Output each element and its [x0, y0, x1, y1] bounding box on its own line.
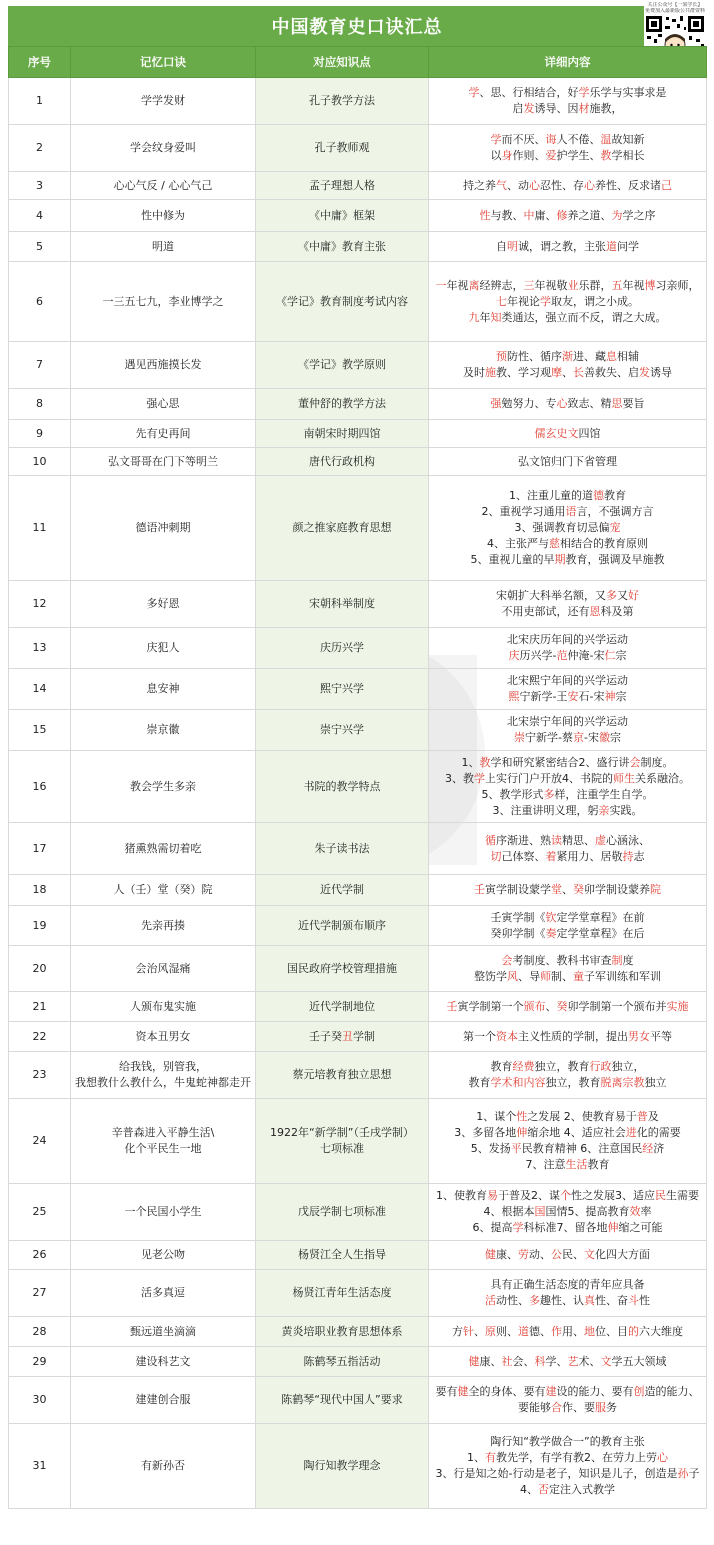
highlight-keyword: 宠	[609, 521, 621, 534]
table-row	[9, 1347, 707, 1377]
cell-mnemonic: 人颁布鬼实施	[71, 992, 256, 1022]
cell-knowledge: 书院的教学特点	[256, 751, 429, 823]
highlight-keyword: 强	[490, 397, 502, 410]
cell-detail: 学而不厌、诲人不倦、温故知新 以身作则、爱护学生、教学相长	[429, 125, 707, 172]
highlight-keyword: 渐	[562, 350, 573, 363]
highlight-keyword: 生活	[565, 1158, 588, 1171]
highlight-keyword: 己	[661, 178, 672, 192]
table-row	[9, 1052, 707, 1099]
highlight-keyword: 风	[507, 969, 518, 983]
highlight-keyword: 期	[554, 553, 566, 566]
highlight-keyword: 实施	[666, 999, 689, 1013]
highlight-keyword: 循	[485, 833, 496, 847]
highlight-keyword: 学	[578, 86, 590, 99]
cell-mnemonic: 建建创合服	[71, 1377, 256, 1424]
cell-detail: 健康、社会、科学、艺术、文学五大领域	[429, 1347, 707, 1377]
cell-knowledge: 颜之推家庭教育思想	[256, 476, 429, 581]
highlight-keyword: 气	[496, 178, 507, 192]
cell-detail: 1、注重儿童的道德教育 2、重视学习通用语言，不强调方言 3、强调教育切忌偏宠 4、主张严与慈相结合的教育原则 5、重视儿童的早期教育，强调及早施教	[429, 476, 707, 581]
cell-knowledge: 孟子理想人格	[256, 172, 429, 200]
highlight-keyword: 童	[573, 969, 584, 983]
cell-no: 23	[9, 1052, 71, 1099]
qr-caption-1: 关注公众号【一果学长】	[647, 2, 703, 8]
table-row	[9, 232, 707, 262]
cell-knowledge: 近代学制	[256, 875, 429, 906]
cell-detail: 弘文馆归门下省管理	[429, 448, 707, 476]
cell-knowledge: 近代学制颁布顺序	[256, 906, 429, 946]
table-row	[9, 1184, 707, 1241]
cell-detail: 陶行知“教学做合一”的教育主张 1、有教先学，有学有教2、在劳力上劳心 3、行是知之始-行动是老子，知识是儿子，创造是孙子 4、否定注入式教学	[429, 1424, 707, 1509]
cell-knowledge: 《学记》教学原则	[256, 342, 429, 389]
highlight-keyword: 效	[629, 1205, 641, 1218]
highlight-keyword: 经	[642, 1142, 654, 1155]
table-row	[9, 125, 707, 172]
highlight-keyword: 道	[518, 1324, 529, 1338]
cell-detail: 预防性、循序渐进、藏息相辅 及时施教、学习观摩、长善救失、启发诱导	[429, 342, 707, 389]
highlight-keyword: 学术和内容	[490, 1076, 546, 1089]
highlight-keyword: 经费	[512, 1060, 535, 1073]
cell-mnemonic: 建设科艺文	[71, 1347, 256, 1377]
cell-detail: 教育经费独立，教育行政独立， 教育学术和内容独立，教育脱离宗教独立	[429, 1052, 707, 1099]
cell-mnemonic: 明道	[71, 232, 256, 262]
cell-no: 13	[9, 628, 71, 669]
cell-detail: 具有正确生活态度的青年应具备 活动性、多趣性、认真性、奋斗性	[429, 1270, 707, 1317]
cell-mnemonic: 先亲再揍	[71, 906, 256, 946]
cell-mnemonic: 心心气反 / 心心气己	[71, 172, 256, 200]
highlight-keyword: 行政	[589, 1060, 612, 1073]
highlight-keyword: 教	[479, 755, 491, 769]
table-row	[9, 389, 707, 420]
highlight-keyword: 神	[604, 690, 616, 703]
highlight-keyword: 会	[629, 755, 641, 769]
cell-mnemonic: 猪熏熟需切着吃	[71, 823, 256, 875]
highlight-keyword: 明	[507, 239, 518, 253]
table-row	[9, 1099, 707, 1184]
highlight-keyword: 进	[625, 1126, 637, 1139]
highlight-keyword: 好	[628, 589, 639, 602]
cell-knowledge: 近代学制地位	[256, 992, 429, 1022]
table-row	[9, 946, 707, 992]
highlight-keyword: 斗	[628, 1294, 639, 1307]
cell-knowledge: 朱子读书法	[256, 823, 429, 875]
cell-detail: 强勉努力、专心致志、精思要旨	[429, 389, 707, 420]
highlight-keyword: 徽	[598, 731, 610, 744]
highlight-keyword: 男女	[628, 1029, 650, 1043]
table-row	[9, 1022, 707, 1052]
highlight-keyword: 艺	[567, 1354, 579, 1368]
cell-knowledge: 陈鹤琴“现代中国人”要求	[256, 1377, 429, 1424]
table-row	[9, 906, 707, 946]
highlight-keyword: 劳	[518, 1248, 529, 1261]
highlight-keyword: 针	[463, 1324, 474, 1338]
highlight-keyword: 堂	[551, 883, 562, 896]
highlight-keyword: 壬	[446, 999, 458, 1013]
cell-knowledge: 崇宁兴学	[256, 710, 429, 751]
cell-knowledge: 陶行知教学理念	[256, 1424, 429, 1509]
cell-mnemonic: 一三五七九，李业博学之	[71, 262, 256, 342]
highlight-keyword: 资本	[496, 1029, 518, 1043]
cell-no: 10	[9, 448, 71, 476]
cell-no: 25	[9, 1184, 71, 1241]
cell-knowledge: 董仲舒的教学方法	[256, 389, 429, 420]
highlight-keyword: 丑	[342, 1029, 353, 1043]
highlight-keyword: 心	[657, 1451, 668, 1464]
highlight-keyword: 爱	[545, 149, 557, 162]
table-row	[9, 628, 707, 669]
cell-detail: 北宋熙宁年间的兴学运动 熙宁新学-王安石-宋神宗	[429, 669, 707, 710]
highlight-keyword: 否	[538, 1483, 549, 1496]
cell-no: 15	[9, 710, 71, 751]
highlight-keyword: 易	[487, 1189, 498, 1202]
cell-detail: 壬寅学制设蒙学堂、癸卯学制设蒙养院	[429, 875, 707, 906]
highlight-keyword: 颁布	[523, 999, 546, 1013]
cell-knowledge: 《中庸》教育主张	[256, 232, 429, 262]
highlight-keyword: 师生	[613, 771, 635, 785]
highlight-keyword: 的	[628, 1324, 639, 1338]
cell-no: 16	[9, 751, 71, 823]
highlight-keyword: 文	[600, 1354, 612, 1368]
highlight-keyword: 一	[435, 278, 447, 292]
highlight-keyword: 安	[567, 690, 579, 703]
cell-knowledge: 国民政府学校管理措施	[256, 946, 429, 992]
highlight-keyword: 虚	[595, 833, 606, 847]
cell-mnemonic: 甄远道坐滴滴	[71, 1317, 256, 1347]
cell-detail: 自明诚，谓之教，主张道问学	[429, 232, 707, 262]
highlight-keyword: 京	[573, 731, 584, 744]
cell-mnemonic: 崇京徽	[71, 710, 256, 751]
highlight-keyword: 奏	[545, 926, 557, 940]
header-detail: 详细内容	[429, 47, 707, 78]
cell-no: 7	[9, 342, 71, 389]
cell-no: 1	[9, 78, 71, 125]
highlight-keyword: 心	[556, 397, 568, 410]
cell-no: 14	[9, 669, 71, 710]
table-row	[9, 172, 707, 200]
cell-no: 6	[9, 262, 71, 342]
highlight-keyword: 创	[633, 1385, 645, 1398]
cell-mnemonic: 一个民国小学生	[71, 1184, 256, 1241]
cell-knowledge: 唐代行政机构	[256, 448, 429, 476]
table-row	[9, 1241, 707, 1270]
cell-no: 4	[9, 200, 71, 232]
cell-no: 27	[9, 1270, 71, 1317]
cell-detail: 要有健全的身体、要有建设的能力、要有创造的能力、 要能够合作、要服务	[429, 1377, 707, 1424]
cell-no: 28	[9, 1317, 71, 1347]
highlight-keyword: 科	[534, 1354, 546, 1368]
highlight-keyword: 修	[556, 208, 568, 222]
highlight-keyword: 健	[485, 1248, 496, 1261]
highlight-keyword: 合	[551, 1401, 562, 1414]
cell-mnemonic: 先有史再间	[71, 420, 256, 448]
highlight-keyword: 会	[501, 953, 513, 967]
qr-caption-2: 免费加入最新版公共群资料	[644, 8, 705, 14]
cell-knowledge: 宋朝科举制度	[256, 581, 429, 628]
cell-detail: 方针、原则、道德、作用、地位、目的六大维度	[429, 1317, 707, 1347]
cell-detail: 壬寅学制《钦定学堂章程》在前 癸卯学制《奏定学堂章程》在后	[429, 906, 707, 946]
highlight-keyword: 钦	[545, 910, 557, 924]
cell-mnemonic: 活多真逗	[71, 1270, 256, 1317]
table-row	[9, 1317, 707, 1347]
highlight-keyword: 范	[556, 649, 568, 662]
cell-mnemonic: 学学发财	[71, 78, 256, 125]
cell-no: 8	[9, 389, 71, 420]
highlight-keyword: 语	[565, 505, 577, 518]
cell-detail: 第一个资本主义性质的学制，提出男女平等	[429, 1022, 707, 1052]
highlight-keyword: 为	[611, 208, 623, 222]
highlight-keyword: 普	[636, 1110, 648, 1123]
cell-detail: 北宋崇宁年间的兴学运动 崇宁新学-蔡京-宋徽宗	[429, 710, 707, 751]
cell-detail: 宋朝扩大科举名额，又多又好 不用吏部试，还有恩科及第	[429, 581, 707, 628]
cell-knowledge: 孔子教师观	[256, 125, 429, 172]
highlight-keyword: 社	[501, 1354, 513, 1368]
highlight-keyword: 性	[516, 1110, 528, 1123]
table-row	[9, 710, 707, 751]
highlight-keyword: 学	[468, 86, 480, 99]
highlight-keyword: 原	[485, 1324, 496, 1338]
highlight-keyword: 有	[485, 1451, 496, 1464]
cell-knowledge: 戊辰学制七项标准	[256, 1184, 429, 1241]
cell-knowledge: 陈鹤琴五指活动	[256, 1347, 429, 1377]
highlight-keyword: 公	[551, 1248, 562, 1261]
highlight-keyword: 健	[457, 1385, 469, 1398]
cell-detail: 性与教、中庸、修养之道、为学之序	[429, 200, 707, 232]
cell-no: 18	[9, 875, 71, 906]
cell-mnemonic: 性中修为	[71, 200, 256, 232]
cell-detail: 壬寅学制第一个颁布、癸卯学制第一个颁布并实施	[429, 992, 707, 1022]
cell-detail: 1、谋个性之发展 2、使教育易于普及 3、多留各地伸缩余地 4、适应社会进化的需要 5、发扬平民教育精神 6、注意国民经济 7、注意生活教育	[429, 1099, 707, 1184]
cell-no: 12	[9, 581, 71, 628]
mnemonic-table	[8, 46, 707, 1509]
table-row	[9, 1270, 707, 1317]
cell-knowledge: 壬子癸丑学制	[256, 1022, 429, 1052]
cell-no: 29	[9, 1347, 71, 1377]
cell-detail: 会考制度、教科书审查制度 整饬学风、导师制、童子军训练和军训	[429, 946, 707, 992]
table-row	[9, 342, 707, 389]
cell-mnemonic: 遇见西施摸长发	[71, 342, 256, 389]
cell-mnemonic: 有新孙否	[71, 1424, 256, 1509]
cell-mnemonic: 见老公吻	[71, 1241, 256, 1270]
cell-no: 11	[9, 476, 71, 581]
cell-knowledge: 杨贤江青年生活态度	[256, 1270, 429, 1317]
highlight-keyword: 地	[584, 1324, 595, 1338]
table-row	[9, 78, 707, 125]
cell-mnemonic: 弘文哥哥在门下等明兰	[71, 448, 256, 476]
highlight-keyword: 心	[529, 178, 540, 192]
highlight-keyword: 三	[523, 278, 535, 292]
highlight-keyword: 五	[611, 278, 623, 292]
highlight-keyword: 身	[501, 149, 513, 162]
highlight-keyword: 道	[606, 239, 617, 253]
cell-detail: 儒玄史文四馆	[429, 420, 707, 448]
cell-no: 21	[9, 992, 71, 1022]
highlight-keyword: 多	[529, 1294, 540, 1307]
cell-knowledge: 熙宁兴学	[256, 669, 429, 710]
highlight-keyword: 学	[490, 133, 502, 146]
cell-mnemonic: 资本丑男女	[71, 1022, 256, 1052]
cell-mnemonic: 多好恩	[71, 581, 256, 628]
header-mnemonic: 记忆口诀	[71, 47, 256, 78]
cell-no: 20	[9, 946, 71, 992]
cell-mnemonic: 强心思	[71, 389, 256, 420]
highlight-keyword: 服	[595, 1401, 606, 1414]
highlight-keyword: 文	[584, 1248, 595, 1261]
cell-knowledge: 黄炎培职业教育思想体系	[256, 1317, 429, 1347]
highlight-keyword: 民	[655, 1189, 666, 1202]
highlight-keyword: 多	[606, 589, 617, 602]
table-row	[9, 476, 707, 581]
cell-mnemonic: 人（壬）堂（癸）院	[71, 875, 256, 906]
highlight-keyword: 慈	[549, 537, 560, 550]
highlight-keyword: 师	[540, 969, 551, 983]
highlight-keyword: 发	[523, 102, 535, 115]
highlight-keyword: 亲	[598, 803, 610, 817]
cell-mnemonic: 学会纹身爱叫	[71, 125, 256, 172]
highlight-keyword: 着	[545, 849, 557, 863]
highlight-keyword: 平	[510, 1142, 522, 1155]
header-no: 序号	[9, 47, 71, 78]
highlight-keyword: 学	[512, 1221, 524, 1234]
table-row	[9, 1424, 707, 1509]
highlight-keyword: 制	[611, 953, 623, 967]
highlight-keyword: 国	[534, 1205, 546, 1218]
highlight-keyword: 脱离宗教	[600, 1076, 645, 1089]
highlight-keyword: 离	[468, 278, 480, 292]
highlight-keyword: 心	[584, 178, 595, 192]
cell-detail: 循序渐进、熟读精思、虚心涵泳、 切己体察、着紧用力、居敬持志	[429, 823, 707, 875]
highlight-keyword: 思	[611, 397, 623, 410]
cell-knowledge: 1922年“新学制”（壬戌学制） 七项标准	[256, 1099, 429, 1184]
cell-no: 9	[9, 420, 71, 448]
cell-no: 30	[9, 1377, 71, 1424]
highlight-keyword: 崇	[514, 731, 526, 744]
highlight-keyword: 持	[622, 849, 634, 863]
cell-knowledge: 杨贤江全人生指导	[256, 1241, 429, 1270]
highlight-keyword: 个	[560, 1189, 571, 1202]
highlight-keyword: 活	[485, 1294, 496, 1307]
highlight-keyword: 性	[479, 208, 491, 222]
cell-no: 5	[9, 232, 71, 262]
page-title: 中国教育史口诀汇总	[8, 6, 706, 46]
table-row	[9, 875, 707, 906]
highlight-keyword: 庆	[508, 649, 520, 662]
highlight-keyword: 建	[545, 1385, 557, 1398]
highlight-keyword: 儒玄史文	[534, 426, 579, 440]
highlight-keyword: 预	[496, 350, 507, 363]
table-row	[9, 448, 707, 476]
highlight-keyword: 癸	[556, 999, 568, 1013]
highlight-keyword: 九	[468, 310, 480, 324]
cell-mnemonic: 教会学生多亲	[71, 751, 256, 823]
table-row	[9, 669, 707, 710]
header-knowledge: 对应知识点	[256, 47, 429, 78]
highlight-keyword: 德	[593, 489, 604, 502]
cell-no: 17	[9, 823, 71, 875]
highlight-keyword: 博	[644, 278, 656, 292]
highlight-keyword: 业	[567, 278, 579, 292]
table-row	[9, 262, 707, 342]
cell-no: 19	[9, 906, 71, 946]
cell-detail: 北宋庆历年间的兴学运动 庆历兴学-范仲淹-宋仁宗	[429, 628, 707, 669]
highlight-keyword: 教	[600, 149, 612, 162]
table-row	[9, 200, 707, 232]
highlight-keyword: 温	[600, 133, 612, 146]
highlight-keyword: 健	[468, 1354, 480, 1368]
highlight-keyword: 中	[523, 208, 535, 222]
cell-detail: 健康、劳动、公民、文化四大方面	[429, 1241, 707, 1270]
highlight-keyword: 多	[543, 787, 555, 801]
table-row	[9, 581, 707, 628]
highlight-keyword: 学	[474, 771, 485, 785]
cell-knowledge: 庆历兴学	[256, 628, 429, 669]
highlight-keyword: 读	[551, 833, 562, 847]
highlight-keyword: 熙	[508, 690, 520, 703]
table-row	[9, 420, 707, 448]
highlight-keyword: 摩	[551, 366, 562, 379]
highlight-keyword: 院	[650, 883, 661, 896]
cell-detail: 持之养气、动心忍性、存心养性、反求诸己	[429, 172, 707, 200]
highlight-keyword: 真	[584, 1294, 595, 1307]
cell-knowledge: 《中庸》框架	[256, 200, 429, 232]
cell-knowledge: 孔子教学方法	[256, 78, 429, 125]
cell-detail: 一年视离经辨志，三年视敬业乐群，五年视博习亲师， 七年视论学取友，谓之小成。 九年知类通达，强立而不反，谓之大成。	[429, 262, 707, 342]
cell-mnemonic: 息安神	[71, 669, 256, 710]
table-row	[9, 1377, 707, 1424]
highlight-keyword: 发	[639, 366, 650, 379]
cell-no: 3	[9, 172, 71, 200]
table-row	[9, 823, 707, 875]
highlight-keyword: 知	[490, 310, 502, 324]
highlight-keyword: 作	[551, 1324, 562, 1338]
cell-detail: 1、教学和研究紧密结合2、盛行讲会制度。 3、教学上实行门户开放4、书院的师生关系融洽。 5、教学形式多样，注重学生自学。 3、注重讲明义理，躬亲实践。	[429, 751, 707, 823]
highlight-keyword: 切	[490, 849, 502, 863]
highlight-keyword: 癸	[573, 883, 584, 896]
table-row	[9, 751, 707, 823]
cell-knowledge: 《学记》教育制度考试内容	[256, 262, 429, 342]
highlight-keyword: 学	[540, 294, 551, 308]
cell-mnemonic: 庆犯人	[71, 628, 256, 669]
highlight-keyword: 仁	[604, 649, 616, 662]
cell-knowledge: 南朝宋时期四馆	[256, 420, 429, 448]
cell-detail: 1、使教育易于普及2、谋个性之发展3、适应民生需要 4、根据本国国情5、提高教育效率 6、提高学科标准7、留各地伸缩之可能	[429, 1184, 707, 1241]
highlight-keyword: 壬	[474, 883, 485, 896]
cell-no: 26	[9, 1241, 71, 1270]
cell-no: 2	[9, 125, 71, 172]
highlight-keyword: 伸	[516, 1126, 528, 1139]
cell-detail: 学、思、行相结合，好学乐学与实事求是 启发诱导、因材施教，	[429, 78, 707, 125]
highlight-keyword: 恩	[589, 605, 601, 618]
cell-mnemonic: 辛普森进入平静生活\ 化个平民生一地	[71, 1099, 256, 1184]
table-row	[9, 992, 707, 1022]
highlight-keyword: 孙	[677, 1467, 689, 1480]
cell-no: 22	[9, 1022, 71, 1052]
cell-mnemonic: 给我钱，别管我， 我想教什么教什么，牛鬼蛇神都走开	[71, 1052, 256, 1099]
highlight-keyword: 七	[496, 294, 507, 308]
highlight-keyword: 施	[485, 366, 496, 379]
cell-no: 31	[9, 1424, 71, 1509]
highlight-keyword: 息	[606, 350, 617, 363]
cell-knowledge: 蔡元培教育独立思想	[256, 1052, 429, 1099]
table-header-row	[9, 47, 707, 78]
cell-mnemonic: 会治风湿痛	[71, 946, 256, 992]
table-body	[9, 78, 707, 1509]
highlight-keyword: 材	[578, 102, 590, 115]
cell-mnemonic: 德语冲刺期	[71, 476, 256, 581]
cell-no: 24	[9, 1099, 71, 1184]
highlight-keyword: 诲	[545, 133, 557, 146]
highlight-keyword: 伸	[607, 1221, 619, 1234]
highlight-keyword: 长	[573, 366, 584, 379]
